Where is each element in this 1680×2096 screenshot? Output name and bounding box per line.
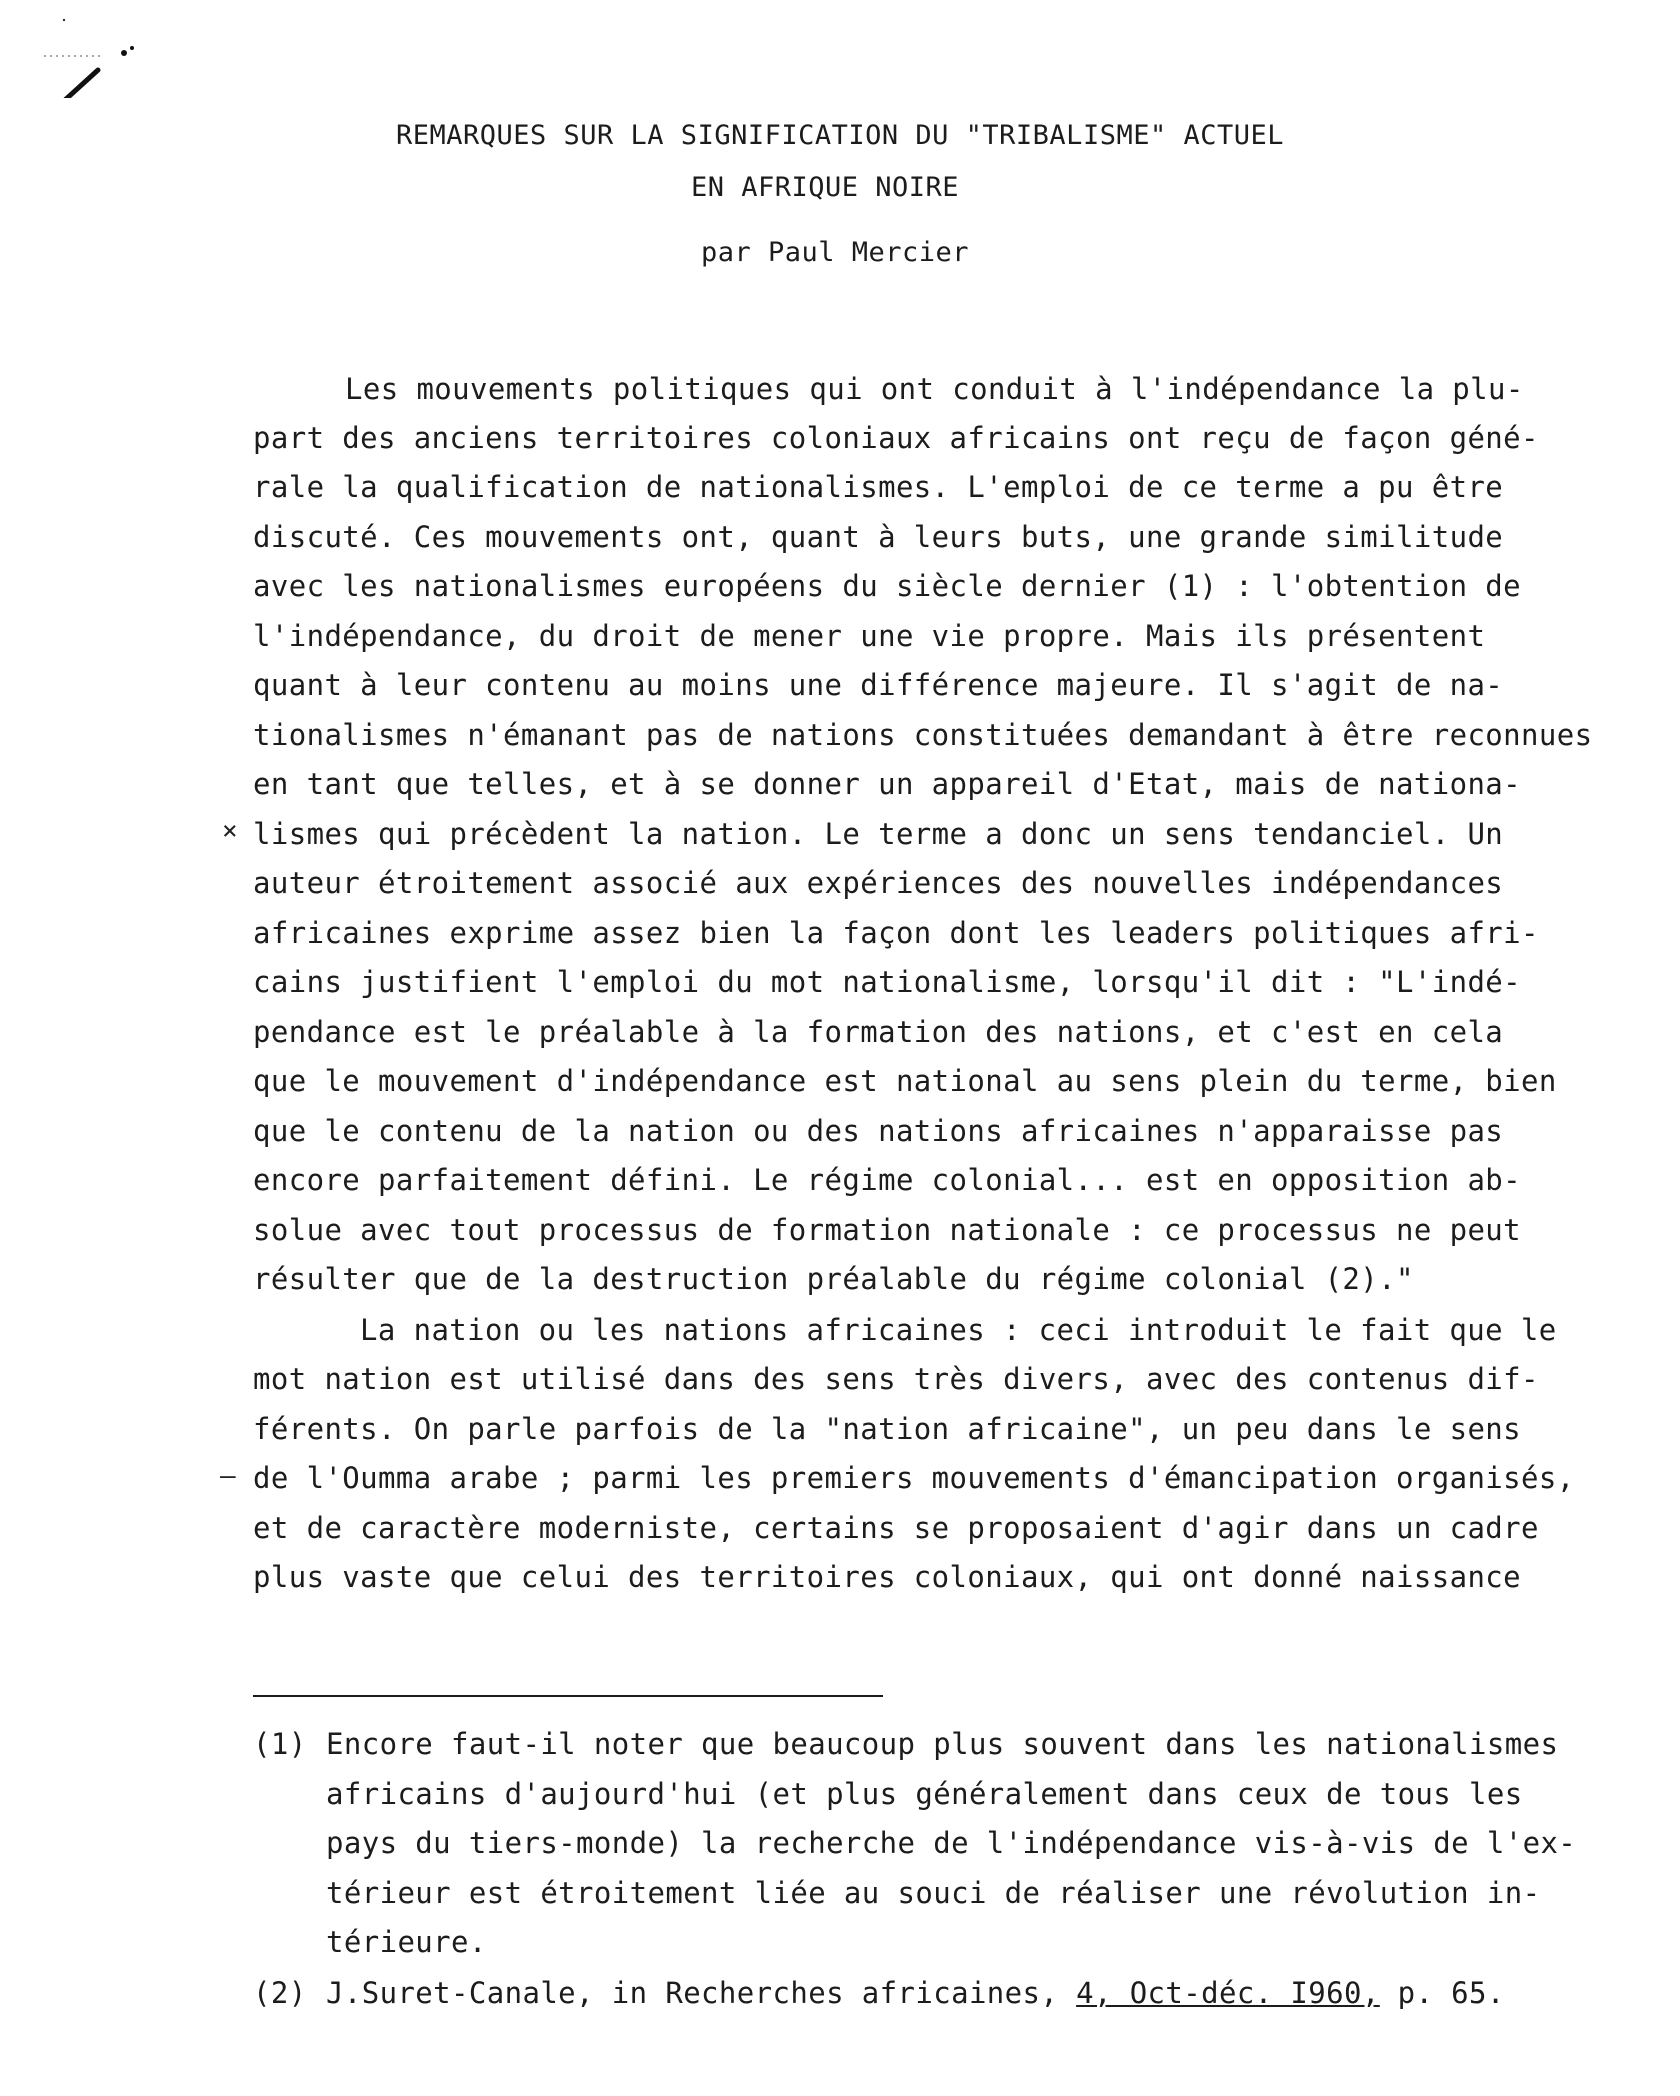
footnote-line: térieur est étroitement liée au souci de réaliser une révolution in- (326, 1876, 1541, 1910)
footnote-citation-page: p. 65. (1379, 1976, 1505, 2010)
body-line: La nation ou les nations africaines : ceci introduit le fait que le (360, 1313, 1557, 1347)
footnote-line: térieure. (326, 1925, 487, 1959)
scan-specks (40, 8, 150, 98)
body-line: quant à leur contenu au moins une différence majeure. Il s'agit de na- (253, 668, 1504, 702)
body-line: africaines exprime assez bien la façon dont les leaders politiques afri- (253, 916, 1539, 950)
body-line: lismes qui précèdent la nation. Le terme a donc un sens tendanciel. Un (253, 817, 1504, 851)
body-line: que le mouvement d'indépendance est national au sens plein du terme, bien (253, 1064, 1557, 1098)
footnote-citation-text: J.Suret-Canale, in Recherches africaines, (326, 1976, 1077, 2010)
footnote-line: pays du tiers-monde) la recherche de l'indépendance vis-à-vis de l'ex- (326, 1826, 1577, 1860)
body-line: pendance est le préalable à la formation des nations, et c'est en cela (253, 1015, 1504, 1049)
body-line: solue avec tout processus de formation nationale : ce processus ne peut (253, 1213, 1522, 1247)
body-line: discuté. Ces mouvements ont, quant à leurs buts, une grande similitude (253, 520, 1504, 554)
body-line: résulter que de la destruction préalable du régime colonial (2)." (253, 1262, 1414, 1296)
margin-mark: × (222, 816, 238, 846)
footnote-number: (2) (253, 1976, 307, 2010)
document-author: par Paul Mercier (700, 237, 970, 268)
body-line: encore parfaitement défini. Le régime colonial... est en opposition ab- (253, 1163, 1522, 1197)
body-line: avec les nationalismes européens du siècle dernier (1) : l'obtention de (253, 569, 1522, 603)
document-title-line-2: EN AFRIQUE NOIRE (690, 172, 960, 203)
body-line: Les mouvements politiques qui ont conduit à l'indépendance la plu- (345, 372, 1524, 406)
body-line: rale la qualification de nationalismes. L'emploi de ce terme a pu être (253, 470, 1504, 504)
body-line: férents. On parle parfois de la "nation africaine", un peu dans le sens (253, 1412, 1522, 1446)
body-line: l'indépendance, du droit de mener une vie propre. Mais ils présentent (253, 619, 1486, 653)
body-line: en tant que telles, et à se donner un appareil d'Etat, mais de nationa- (253, 767, 1522, 801)
body-line: part des anciens territoires coloniaux africains ont reçu de façon géné- (253, 421, 1539, 455)
body-line: cains justifient l'emploi du mot nationalisme, lorsqu'il dit : "L'indé- (253, 965, 1522, 999)
body-line: auteur étroitement associé aux expériences des nouvelles indépendances (253, 866, 1504, 900)
footnote-line: Encore faut-il noter que beaucoup plus souvent dans les nationalismes (326, 1727, 1559, 1761)
footnote-rule (253, 1695, 883, 1697)
footnote-number: (1) (253, 1727, 307, 1761)
footnote-line: africains d'aujourd'hui (et plus généralement dans ceux de tous les (326, 1777, 1523, 1811)
document-title-line-1: REMARQUES SUR LA SIGNIFICATION DU "TRIBALISME" ACTUEL (395, 120, 1285, 151)
body-line: et de caractère moderniste, certains se proposaient d'agir dans un cadre (253, 1511, 1539, 1545)
body-line: mot nation est utilisé dans des sens très divers, avec des contenus dif- (253, 1362, 1539, 1396)
body-line: que le contenu de la nation ou des nations africaines n'apparaisse pas (253, 1114, 1504, 1148)
body-line: de l'Oumma arabe ; parmi les premiers mouvements d'émancipation organisés, (253, 1461, 1575, 1495)
body-line: tionalismes n'émanant pas de nations constituées demandant à être reconnues (253, 718, 1593, 752)
footnote-citation-issue: 4, Oct-déc. I960, (1076, 1976, 1380, 2010)
margin-mark: – (220, 1461, 236, 1491)
body-line: plus vaste que celui des territoires coloniaux, qui ont donné naissance (253, 1560, 1522, 1594)
footnote-line (326, 1976, 1505, 2010)
